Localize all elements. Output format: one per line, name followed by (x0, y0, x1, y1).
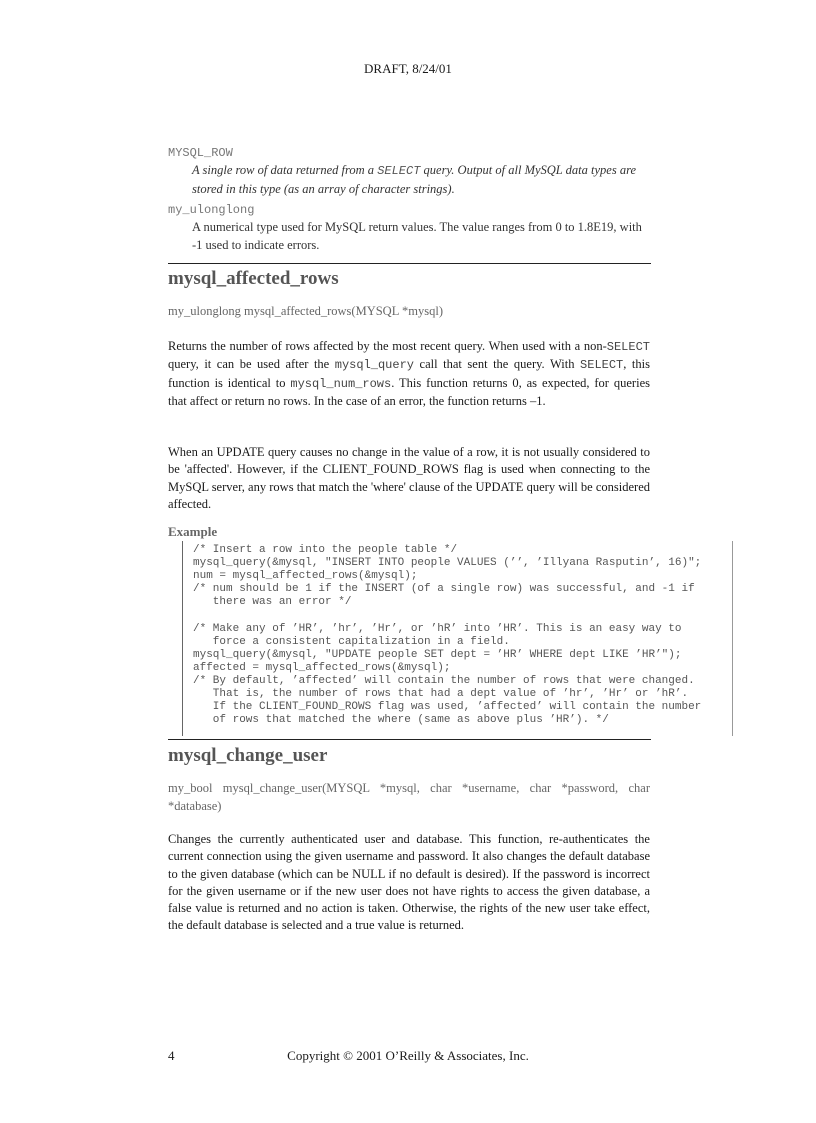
description-paragraph: When an UPDATE query causes no change in the value of a row, it is not usually considered to be 'affected'. However, if the CLIENT_FOUND_ROWS flag is used when connecting to the MySQL server, any rows that match the 'where' clause of the UPDATE query will be considered affected. (168, 445, 650, 511)
para-code: SELECT (580, 358, 624, 373)
type-term-mysql-row: MYSQL_ROW (168, 146, 233, 160)
section-divider (168, 739, 651, 740)
para-text: Returns the number of rows affected by the most recent query. When used with a non- (168, 339, 607, 353)
code-block: /* Insert a row into the people table */ mysql_query(&mysql, "INSERT INTO people VALUES (’’, ’Illyana Rasputin’, 16)"; num = mysql_affected_rows(&mysql); /* num should be 1 if the INSERT (of a single row) was successful, and -1 if there was an error */ /* Make any of ’HR’, ’hr’, ’Hr’, or ’hR’ into ’HR’. This is an easy way to force a consistent capitalization in a field. mysql_query(&mysql, "UPDATE people SET dept = ’HR’ WHERE dept LIKE ’HR’"); affected = mysql_affected_rows(&mysql); /* By default, ’affected’ will contain the number of rows that were changed. That is, the number of rows that had a dept value of ’hr’, ’Hr’ or ’hR’. If the CLIENT_FOUND_ROWS flag was used, ’affected’ will contain the number of rows that matched the where (same as above plus ’HR’). */ (193, 544, 702, 727)
page-header: DRAFT, 8/24/01 (364, 61, 452, 76)
para-code: mysql_num_rows (290, 376, 392, 391)
para-code: mysql_query (334, 358, 414, 373)
example-label: Example (168, 524, 218, 539)
description-paragraph: Changes the currently authenticated user and database. This function, re-authenticates the current connection using the given username and password. It also changes the default database to the given database (which can be NULL if no default is desired). If the password is incorrect for the given username or if the new user does not have rights to access the given database, a false value is returned and no action is taken. Otherwise, the rights of the new user take effect, the default database is selected and a true value is returned. (168, 832, 650, 933)
desc-text: A single row of data returned from a (192, 163, 378, 177)
para-code: SELECT (606, 340, 650, 354)
description-paragraph (168, 338, 650, 410)
section-title-affected-rows: mysql_affected_rows (168, 268, 339, 289)
para-text: . This function returns 0, as expected, for queries that affect or return no rows. In the case of an error, the function returns –1. (168, 375, 650, 408)
para-text: call that sent the query. With (413, 357, 581, 372)
para-text: query, it can be used after the (168, 357, 335, 372)
section-divider (168, 263, 651, 264)
function-prototype-change-user: my_bool mysql_change_user(MYSQL *mysql, char *username, char *password, char *database) (168, 781, 650, 813)
para-text: , this function is identical to (168, 357, 650, 390)
desc-code: SELECT (377, 164, 421, 178)
page-number: 4 (168, 1048, 175, 1063)
section-title-change-user: mysql_change_user (168, 745, 328, 766)
copyright-footer: Copyright © 2001 O’Reilly & Associates, Inc. (287, 1048, 529, 1063)
type-term-my-ulonglong: my_ulonglong (168, 203, 255, 217)
function-prototype-affected-rows: my_ulonglong mysql_affected_rows(MYSQL *mysql) (168, 304, 443, 318)
type-desc-mysql-row (192, 161, 652, 198)
desc-text: query. Output of all MySQL data types are stored in this type (as an array of character strings). (192, 163, 637, 196)
type-desc-my-ulonglong: A numerical type used for MySQL return values. The value ranges from 0 to 1.8E19, with -1 used to indicate errors. (192, 220, 642, 252)
